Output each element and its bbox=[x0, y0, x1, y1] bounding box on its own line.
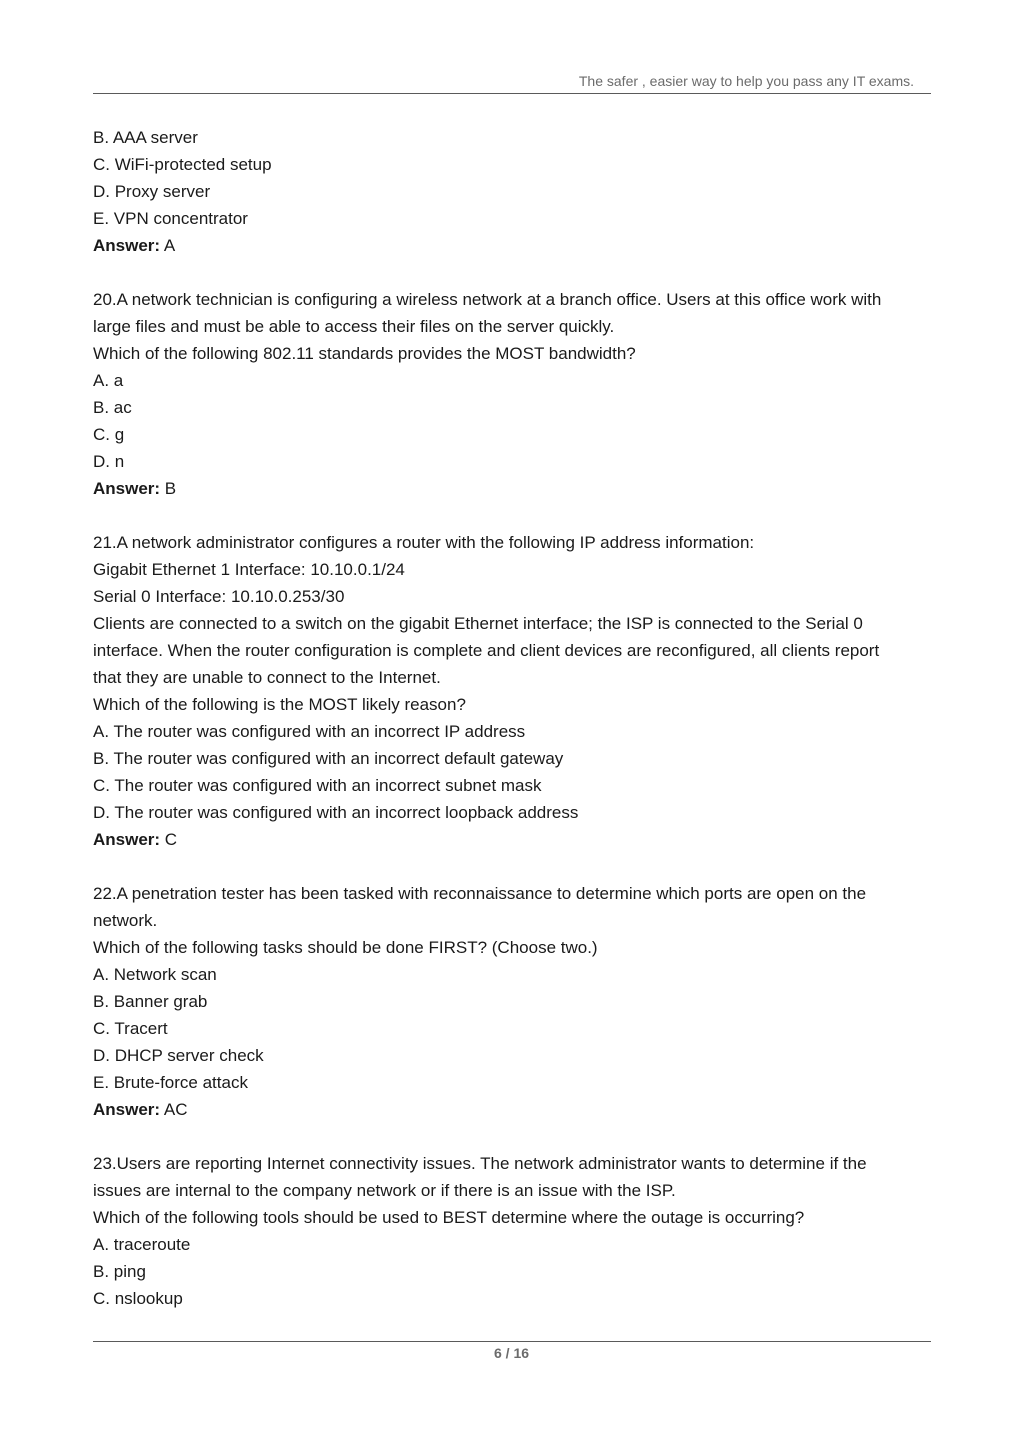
answer-label: Answer: bbox=[93, 479, 161, 498]
question-text: 22.A penetration tester has been tasked with reconnaissance to determine which ports are open on the bbox=[93, 884, 867, 903]
option: B. ping bbox=[93, 1262, 146, 1281]
answer-line bbox=[93, 826, 933, 853]
option: E. VPN concentrator bbox=[93, 209, 248, 228]
question-text: interface. When the router configuration is complete and client devices are reconfigured, all clients report bbox=[93, 641, 880, 660]
option: D. Proxy server bbox=[93, 182, 211, 201]
option: C. The router was configured with an incorrect subnet mask bbox=[93, 776, 542, 795]
question-text: Which of the following 802.11 standards provides the MOST bandwidth? bbox=[93, 344, 636, 363]
header-tagline: The safer , easier way to help you pass any IT exams. bbox=[578, 73, 914, 89]
question-text: large files and must be able to access their files on the server quickly. bbox=[93, 317, 615, 336]
option: A. traceroute bbox=[93, 1235, 191, 1254]
option: E. Brute-force attack bbox=[93, 1073, 248, 1092]
footer-divider bbox=[93, 1341, 931, 1342]
question-19 bbox=[93, 124, 933, 259]
option: D. n bbox=[93, 452, 125, 471]
option: C. nslookup bbox=[93, 1289, 183, 1308]
question-20 bbox=[93, 286, 933, 502]
question-22 bbox=[93, 880, 933, 1123]
answer-line bbox=[93, 475, 933, 502]
question-text: 21.A network administrator configures a router with the following IP address information: bbox=[93, 533, 755, 552]
question-text: Which of the following is the MOST likely reason? bbox=[93, 695, 466, 714]
option: A. a bbox=[93, 371, 124, 390]
answer-label: Answer: bbox=[93, 236, 161, 255]
option: C. Tracert bbox=[93, 1019, 168, 1038]
question-text: Which of the following tasks should be done FIRST? (Choose two.) bbox=[93, 938, 598, 957]
answer-value: AC bbox=[160, 1100, 188, 1119]
question-text: that they are unable to connect to the Internet. bbox=[93, 668, 441, 687]
header-divider bbox=[93, 93, 931, 94]
question-text: issues are internal to the company network or if there is an issue with the ISP. bbox=[93, 1181, 676, 1200]
answer-value: C bbox=[160, 830, 178, 849]
answer-label: Answer: bbox=[93, 1100, 161, 1119]
answer-label: Answer: bbox=[93, 830, 161, 849]
option: A. The router was configured with an incorrect IP address bbox=[93, 722, 526, 741]
question-text: Clients are connected to a switch on the gigabit Ethernet interface; the ISP is connected to the Serial 0 bbox=[93, 614, 863, 633]
answer-value: A bbox=[160, 236, 176, 255]
question-23 bbox=[93, 1150, 933, 1312]
option: B. AAA server bbox=[93, 128, 198, 147]
question-text: network. bbox=[93, 911, 158, 930]
answer-line bbox=[93, 1096, 933, 1123]
document-body bbox=[93, 124, 933, 1312]
answer-value: B bbox=[160, 479, 177, 498]
option: C. WiFi-protected setup bbox=[93, 155, 272, 174]
option: A. Network scan bbox=[93, 965, 217, 984]
option: B. The router was configured with an incorrect default gateway bbox=[93, 749, 564, 768]
question-text: 23.Users are reporting Internet connectivity issues. The network administrator wants to determine if the bbox=[93, 1154, 867, 1173]
option: C. g bbox=[93, 425, 125, 444]
question-text: Gigabit Ethernet 1 Interface: 10.10.0.1/24 bbox=[93, 560, 405, 579]
option: B. Banner grab bbox=[93, 992, 208, 1011]
answer-line bbox=[93, 232, 933, 259]
question-text: Serial 0 Interface: 10.10.0.253/30 bbox=[93, 587, 345, 606]
option: D. The router was configured with an incorrect loopback address bbox=[93, 803, 579, 822]
question-21 bbox=[93, 529, 933, 853]
question-text: Which of the following tools should be used to BEST determine where the outage is occurring? bbox=[93, 1208, 805, 1227]
option: D. DHCP server check bbox=[93, 1046, 264, 1065]
page-number: 6 / 16 bbox=[493, 1345, 530, 1361]
option: B. ac bbox=[93, 398, 132, 417]
question-text: 20.A network technician is configuring a wireless network at a branch office. Users at this office work with bbox=[93, 290, 882, 309]
